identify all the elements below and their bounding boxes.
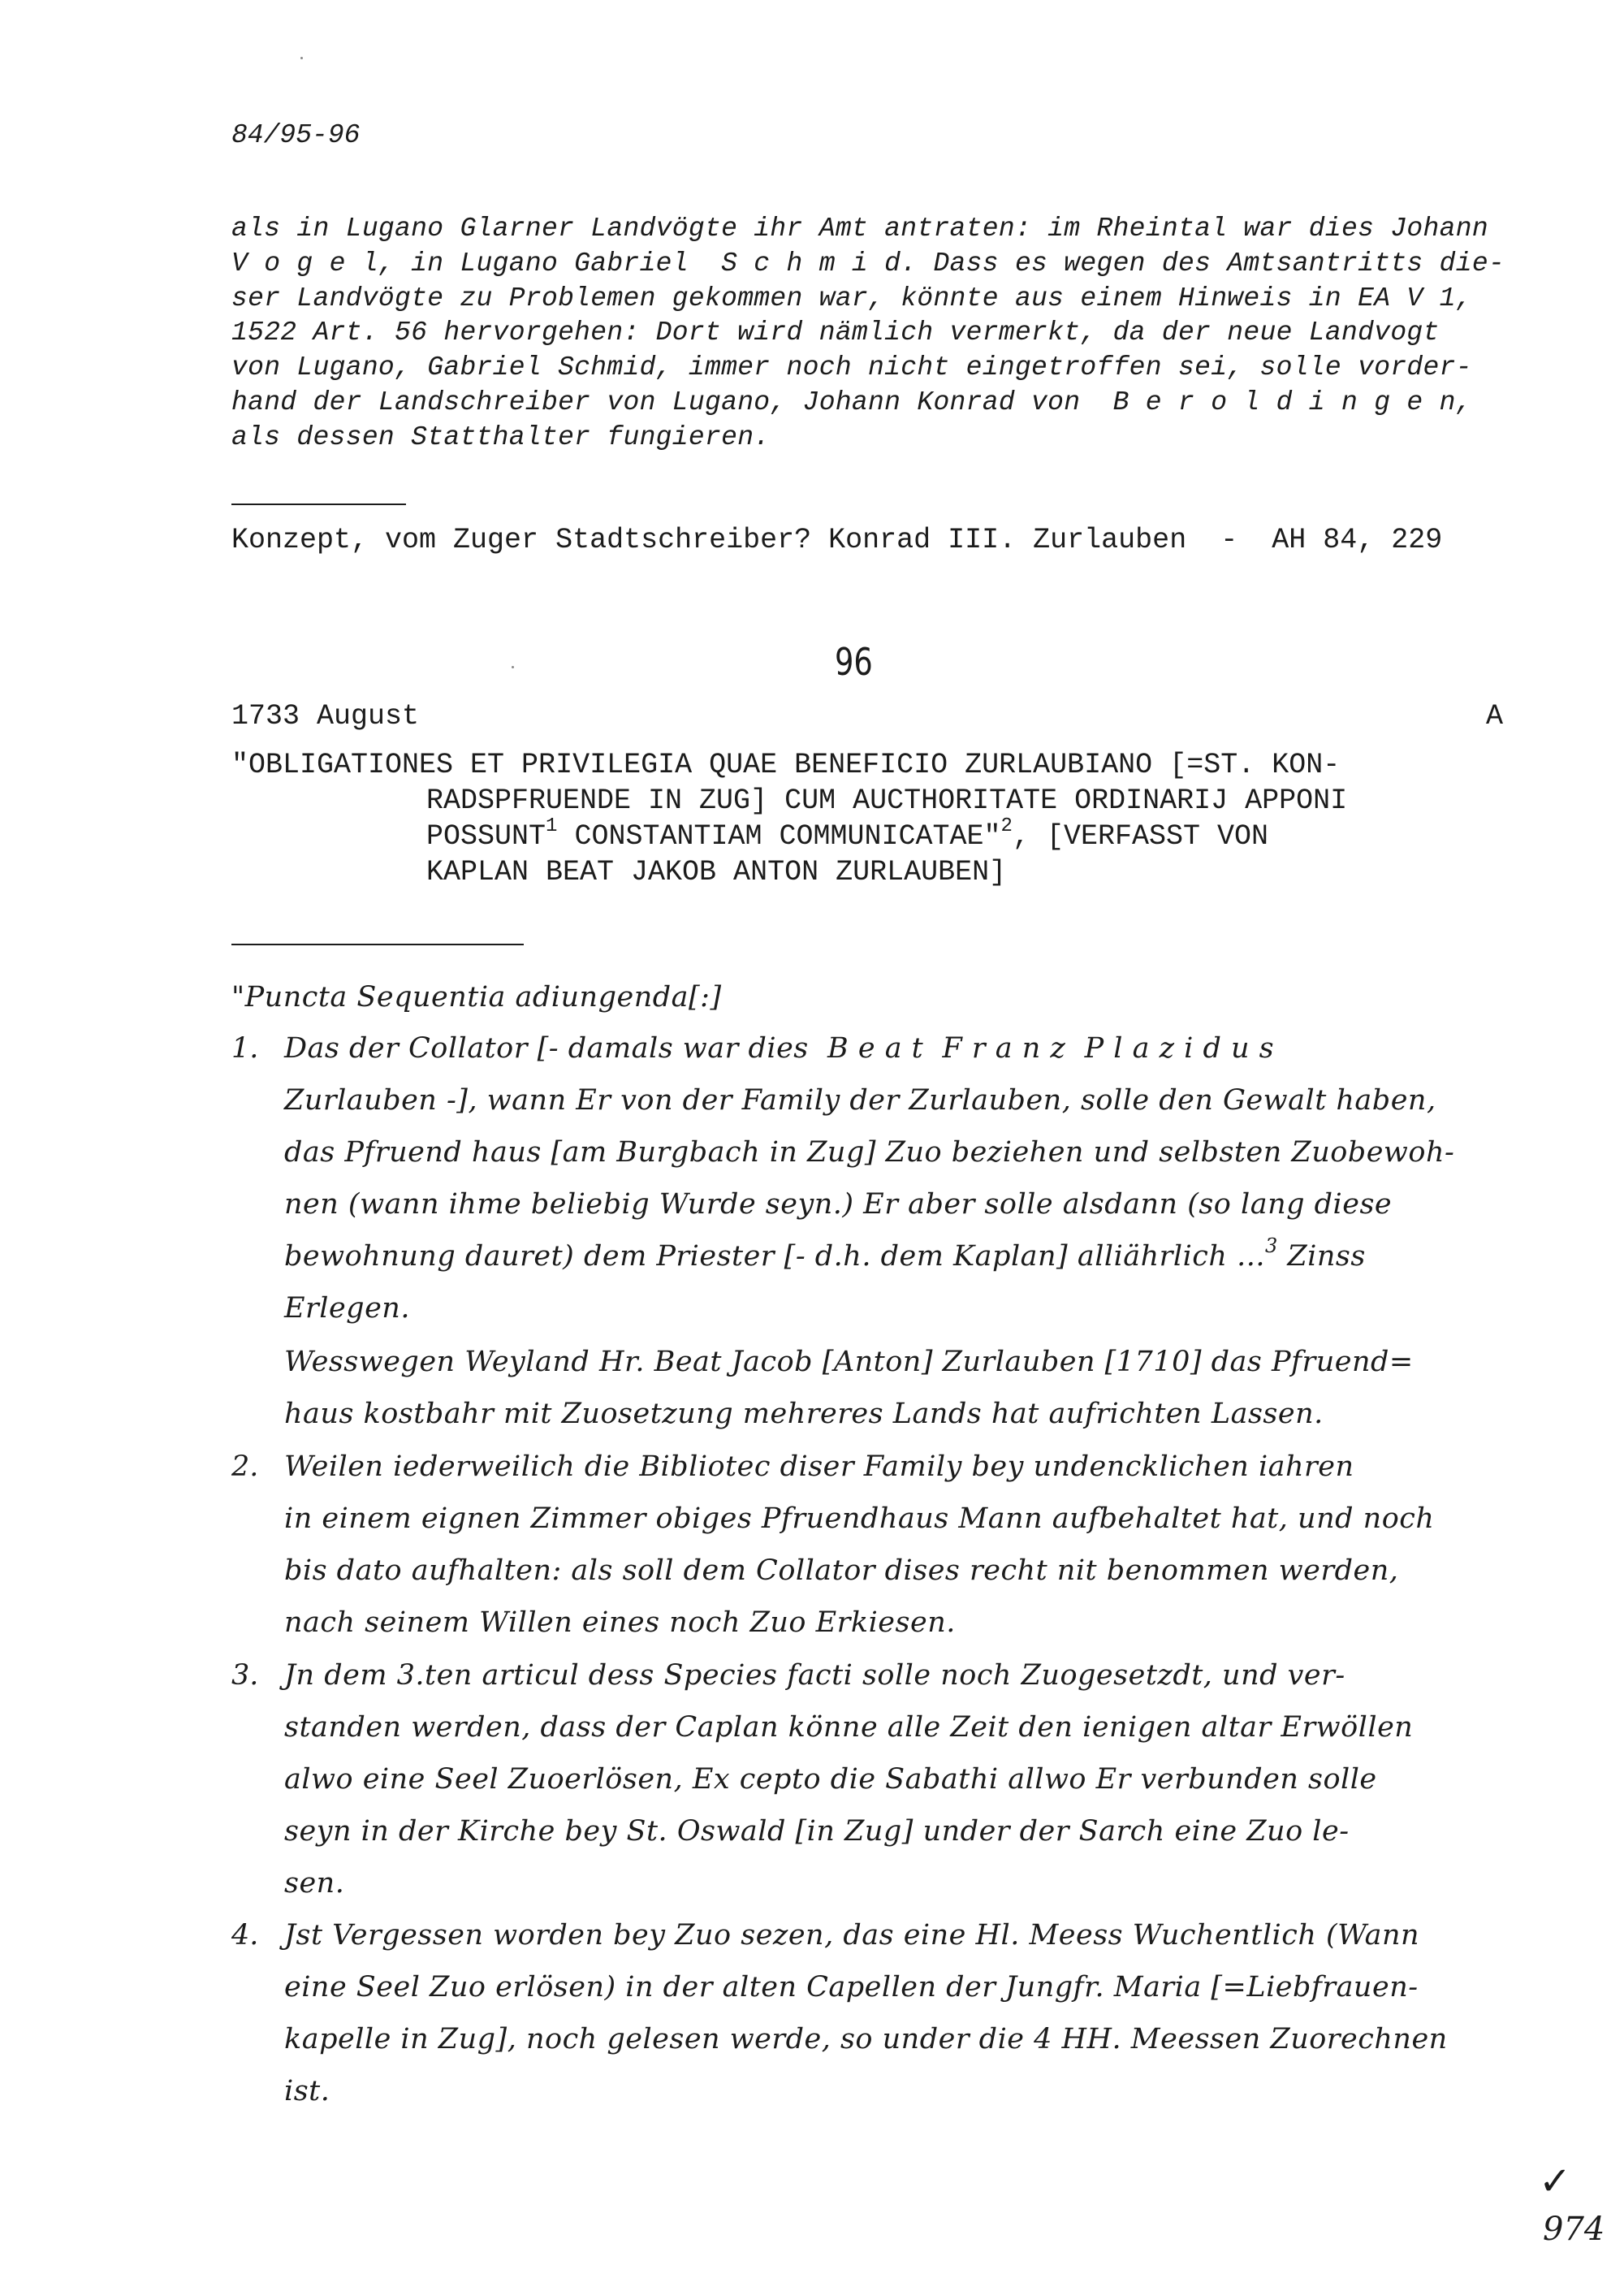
checkmark-icon: ✓ xyxy=(1539,2159,1572,2204)
footnote-marker: 3 xyxy=(1264,1234,1278,1257)
item-line: Das der Collator [- damals war dies B e a t F r a n z P l a z i d u s xyxy=(284,1032,1275,1065)
handwritten-page-number: 974 xyxy=(1543,2211,1605,2248)
intro-line: ser Landvögte zu Problemen gekommen war, könnte aus einem Hinweis in EA V 1, xyxy=(231,283,1472,313)
intro-line: als in Lugano Glarner Landvögte ihr Amt antraten: im Rheintal war dies Johann xyxy=(231,214,1488,244)
item-line: haus kostbahr mit Zuosetzung mehreres Lands hat aufrichten Lassen. xyxy=(284,1398,1324,1430)
page-reference: 84/95-96 xyxy=(231,120,361,150)
item-line: standen werden, dass der Caplan könne alle Zeit den ienigen altar Erwöllen xyxy=(284,1711,1414,1744)
footnote-divider xyxy=(231,504,406,505)
document-title-line: RADSPFRUENDE IN ZUG] CUM AUCTHORITATE ORDINARIJ APPONI xyxy=(426,785,1348,817)
intro-line: hand der Landschreiber von Lugano, Johann Konrad von B e r o l d i n g e n, xyxy=(231,387,1472,417)
item-line: seyn in der Kirche bey St. Oswald [in Zug] under der Sarch eine Zuo le- xyxy=(284,1815,1350,1848)
opening-line: "Puncta Sequentia adiungenda[:] xyxy=(231,981,722,1014)
intro-line: als dessen Statthalter fungieren. xyxy=(231,422,771,452)
item-line: Wesswegen Weyland Hr. Beat Jacob [Anton] Zurlauben [1710] das Pfruend= xyxy=(284,1346,1414,1378)
item-line: Erlegen. xyxy=(284,1292,410,1325)
document-title-line: KAPLAN BEAT JAKOB ANTON ZURLAUBEN] xyxy=(426,856,1007,888)
item-line: eine Seel Zuo erlösen) in der alten Capellen der Jungfr. Maria [=Liebfrauen- xyxy=(284,1971,1419,2004)
item-line: nen (wann ihme beliebig Wurde seyn.) Er aber solle alsdann (so lang diese xyxy=(284,1188,1393,1221)
section-divider xyxy=(231,944,524,945)
item-line: sen. xyxy=(284,1867,345,1900)
item-line: Zurlauben -], wann Er von der Family der Zurlauben, solle den Gewalt haben, xyxy=(284,1084,1436,1117)
intro-line: von Lugano, Gabriel Schmid, immer noch nicht eingetroffen sei, solle vorder- xyxy=(231,352,1472,383)
document-type-letter: A xyxy=(1486,700,1504,733)
intro-line: 1522 Art. 56 hervorgehen: Dort wird nämlich vermerkt, da der neue Landvogt xyxy=(231,318,1440,348)
item-line: das Pfruend haus [am Burgbach in Zug] Zuo beziehen und selbsten Zuobewoh- xyxy=(284,1136,1455,1169)
document-title-line: POSSUNT$^1$ CONSTANTIAM COMMUNICATAE"$^2$, [VERFASST VON xyxy=(426,815,1268,853)
item-line: alwo eine Seel Zuoerlösen, Ex cepto die Sabathi allwo Er verbunden solle xyxy=(284,1763,1377,1796)
item-number: 2. xyxy=(231,1450,259,1483)
scan-speck xyxy=(512,666,514,668)
document-title-line: "OBLIGATIONES ET PRIVILEGIA QUAE BENEFICIO ZURLAUBIANO [=ST. KON- xyxy=(231,749,1341,781)
intro-line: V o g e l, in Lugano Gabriel S c h m i d. Dass es wegen des Amtsantritts die- xyxy=(231,249,1505,279)
item-line: in einem eignen Zimmer obiges Pfruendhaus Mann aufbehaltet hat, und noch xyxy=(284,1502,1435,1535)
footnote-marker: 2 xyxy=(1000,815,1013,837)
footnote-marker: 1 xyxy=(546,815,558,837)
item-line: Weilen iederweilich die Bibliotec diser Family bey undencklichen iahren xyxy=(284,1450,1354,1483)
item-line: bewohnung dauret) dem Priester [- d.h. dem Kaplan] alliährlich ...$^3$ Zinss xyxy=(284,1234,1366,1273)
item-line: Jn dem 3.ten articul dess Species facti solle noch Zuogesetzdt, und ver- xyxy=(284,1659,1345,1692)
item-number: 3. xyxy=(231,1659,259,1692)
item-number: 1. xyxy=(231,1032,259,1065)
item-line: Jst Vergessen worden bey Zuo sezen, das eine Hl. Meess Wuchentlich (Wann xyxy=(284,1919,1420,1952)
document-number: 96 xyxy=(835,640,873,684)
item-line: bis dato aufhalten: als soll dem Collator dises recht nit benommen werden, xyxy=(284,1554,1399,1587)
document-date: 1733 August xyxy=(231,700,420,733)
scan-speck xyxy=(300,57,303,59)
item-line: nach seinem Willen eines noch Zuo Erkiesen. xyxy=(284,1606,956,1639)
item-line: kapelle in Zug], noch gelesen werde, so under die 4 HH. Meessen Zuorechnen xyxy=(284,2023,1448,2055)
item-line: ist. xyxy=(284,2075,330,2107)
source-note: Konzept, vom Zuger Stadtschreiber? Konrad III. Zurlauben - AH 84, 229 xyxy=(231,524,1443,556)
item-number: 4. xyxy=(231,1919,259,1952)
